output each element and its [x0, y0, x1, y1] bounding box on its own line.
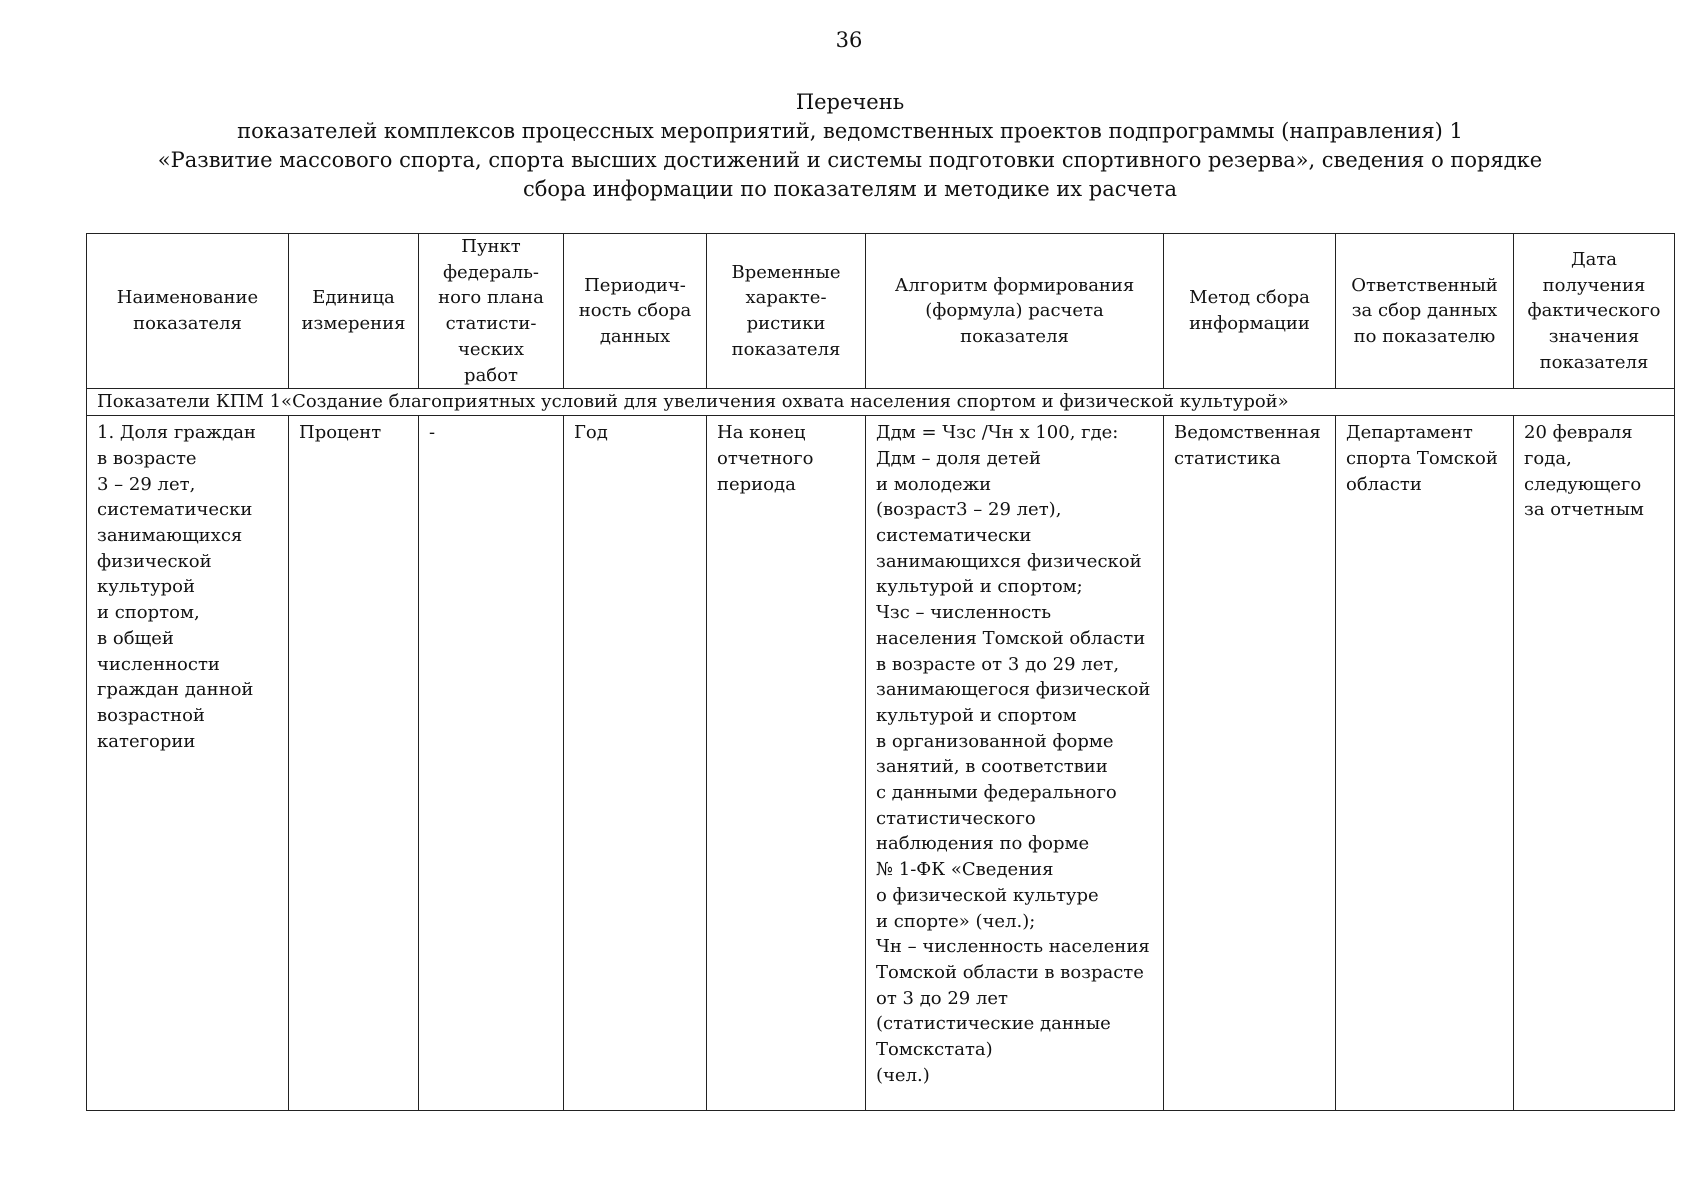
heading-line-3: «Развитие массового спорта, спорта высших достижений и системы подготовки спортивного резерва», сведения о порядке [157, 148, 1543, 172]
text-line: Чзс – численность [876, 602, 1051, 624]
text-line: за отчетным [1524, 499, 1644, 521]
text-line: от 3 до 29 лет [876, 987, 1009, 1009]
text-line: физической [97, 550, 212, 572]
text-line: Томскстата) [876, 1039, 993, 1061]
header-row [87, 234, 1675, 389]
table-row [87, 416, 1675, 1111]
text-line: 20 февраля [1524, 422, 1633, 444]
text-line: и молодежи [876, 473, 992, 495]
header-indicator-name [87, 234, 289, 389]
text-line: в общей [97, 627, 174, 649]
text-line: (формула) расчета [925, 300, 1104, 322]
text-line: (чел.) [876, 1064, 930, 1086]
heading-line-2: показателей комплексов процессных мероприятий, ведомственных проектов подпрограммы (направления) 1 [237, 119, 1463, 143]
text-line: наблюдения по форме [876, 833, 1090, 855]
text-line: Томской области в возрасте [876, 961, 1144, 983]
page-number: 36 [835, 28, 863, 52]
text-line: года, [1524, 447, 1572, 469]
text-line: показателя [960, 325, 1069, 347]
cell-indicator-name [87, 416, 289, 1111]
text-line: Чн – численность населения [876, 936, 1150, 958]
text-line: систематически [97, 499, 253, 521]
text-line: значения [1548, 325, 1640, 347]
text-line: занимающихся физической [876, 550, 1142, 572]
text-line: Алгоритм формирования [894, 274, 1135, 296]
text-line: ность сбора [578, 300, 692, 322]
text-line: культурой [97, 576, 195, 598]
indicators-table [86, 233, 1675, 1111]
heading-line-1: Перечень [795, 90, 905, 114]
text-line: статистического [876, 807, 1036, 829]
header-collection-method [1164, 234, 1336, 389]
text-line: Ддм = Чзс /Чн x 100, где: [876, 422, 1119, 444]
text-line: информации [1189, 313, 1310, 335]
cell-periodicity [564, 416, 707, 1111]
text-line: Дата [1570, 248, 1618, 270]
text-line: периода [717, 473, 796, 495]
text-line: характе- [745, 287, 827, 309]
text-line: и спорте» (чел.); [876, 910, 1036, 932]
text-line: численности [97, 653, 220, 675]
text-line: о физической культуре [876, 884, 1099, 906]
text-line: по показателю [1353, 325, 1496, 347]
text-line: Периодич- [584, 274, 686, 296]
header-actual-value-date [1514, 234, 1675, 389]
header-responsible [1336, 234, 1514, 389]
text-line: показателя [1539, 351, 1649, 373]
cell-plan-item [419, 416, 564, 1111]
header-plan-item [419, 234, 564, 389]
header-time-characteristics [707, 234, 866, 389]
text-line: Департамент [1346, 422, 1473, 444]
text-line: занимающихся [97, 525, 243, 547]
text-line: отчетного [717, 447, 814, 469]
text-line: 3 – 29 лет, [97, 473, 196, 495]
text-line: фактического [1527, 300, 1661, 322]
text-line: федераль- [442, 261, 540, 283]
text-line: показателя [133, 313, 242, 335]
text-line: (возраст3 – 29 лет), [876, 499, 1062, 521]
header-unit [289, 234, 419, 389]
text-line: статисти- [445, 313, 537, 335]
cell-algorithm [866, 416, 1164, 1111]
text-line: Наименование [116, 287, 259, 309]
text-line: занимающегося физической [876, 679, 1151, 701]
text-line: категории [97, 730, 196, 752]
text-line: спорта Томской [1346, 447, 1498, 469]
text-line: граждан данной [97, 679, 254, 701]
document-heading [150, 88, 1550, 204]
text-line: занятий, в соответствии [876, 756, 1108, 778]
text-line: ного плана [438, 287, 544, 309]
text-line: Ведомственная [1174, 422, 1321, 444]
text-line: данных [599, 325, 671, 347]
text-line: показателя [731, 338, 841, 360]
text-line: в возрасте [97, 447, 197, 469]
text-line: систематически [876, 525, 1032, 547]
text-line: На конец [717, 422, 806, 444]
text-line: Год [574, 422, 608, 444]
text-line: за сбор данных [1351, 300, 1498, 322]
text-line: (статистические данные [876, 1013, 1111, 1035]
text-line: Временные [731, 261, 841, 283]
text-line: 1. Доля граждан [97, 422, 256, 444]
text-line: получения [1542, 274, 1646, 296]
section-title: Показатели КПМ 1«Создание благоприятных условий для увеличения охвата населения спортом и физической культурой» [87, 389, 1675, 416]
header-algorithm [866, 234, 1164, 389]
text-line: Единица [312, 287, 395, 309]
text-line: с данными федерального [876, 782, 1117, 804]
text-line: № 1-ФК «Сведения [876, 859, 1054, 881]
text-line: Процент [299, 422, 382, 444]
text-line: культурой и спортом [876, 704, 1077, 726]
text-line: следующего [1524, 473, 1642, 495]
text-line: возрастной [97, 704, 205, 726]
cell-collection-method [1164, 416, 1336, 1111]
text-line: культурой и спортом; [876, 576, 1083, 598]
text-line: в организованной форме [876, 730, 1114, 752]
text-line: в возрасте от 3 до 29 лет, [876, 653, 1120, 675]
heading-line-4: сбора информации по показателям и методике их расчета [523, 177, 1177, 201]
text-line: области [1346, 473, 1422, 495]
cell-time-characteristics [707, 416, 866, 1111]
text-line: Ответственный [1351, 274, 1498, 296]
text-line: и спортом, [97, 602, 200, 624]
text-line: статистика [1174, 447, 1281, 469]
cell-actual-value-date [1514, 416, 1675, 1111]
cell-unit [289, 416, 419, 1111]
text-line: измерения [301, 313, 406, 335]
text-line: работ [464, 364, 518, 386]
text-line: ристики [746, 313, 826, 335]
header-periodicity [564, 234, 707, 389]
cell-responsible [1336, 416, 1514, 1111]
text-line: Метод сбора [1189, 287, 1310, 309]
text-line: ческих [457, 338, 525, 360]
section-row [87, 389, 1675, 416]
text-line: Ддм – доля детей [876, 447, 1041, 469]
text-line: Пункт [461, 236, 521, 257]
text-line: населения Томской области [876, 627, 1146, 649]
text-line: - [429, 422, 436, 444]
